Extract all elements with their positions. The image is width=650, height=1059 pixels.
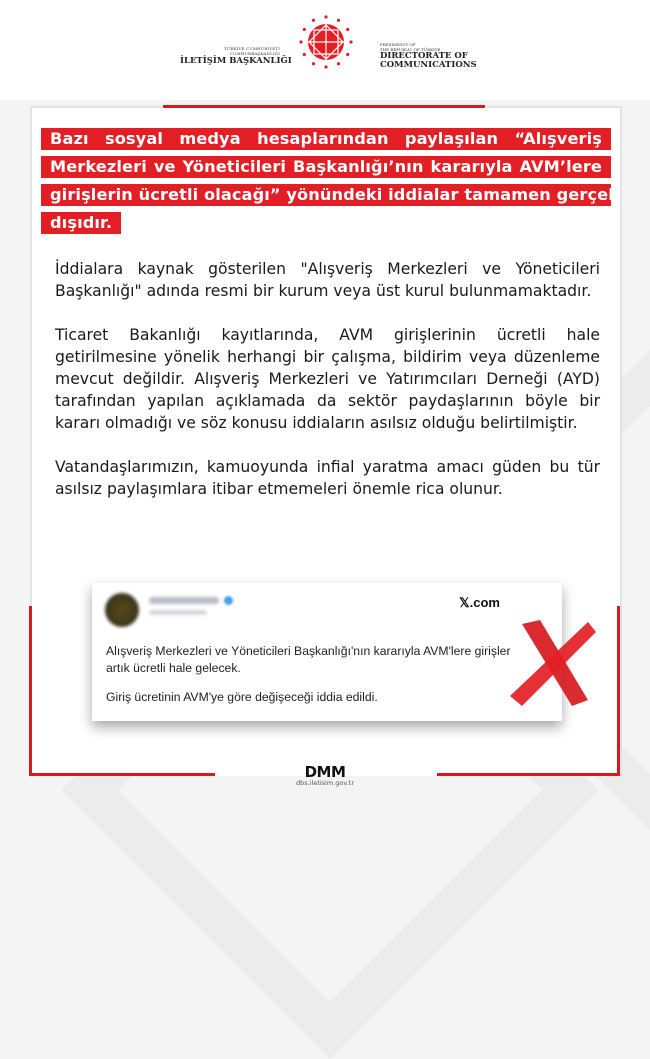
footer-url: dbs.iletisim.gov.tr bbox=[296, 779, 354, 787]
tweet-text bbox=[106, 643, 526, 718]
headline-line: Bazı sosyal medya hesaplarından paylaşılan “Alışveriş bbox=[41, 128, 611, 150]
avatar bbox=[105, 593, 139, 627]
tweet-screenshot bbox=[92, 583, 562, 721]
divider bbox=[163, 105, 485, 108]
logo-subtitle: PRESIDENCY OF bbox=[380, 42, 416, 47]
paragraph: Vatandaşlarımızın, kamuoyunda infial yaratma amacı güden bu tür asılsız paylaşımlara itibar etmemeleri önemle rica olunur. bbox=[55, 458, 600, 498]
tweet-paragraph: Alışveriş Merkezleri ve Yöneticileri Başkanlığı'nın kararıyla AVM'lere girişler artık ücretli hale gelecek. bbox=[106, 644, 511, 675]
logo-title: DIRECTORATE OF bbox=[380, 51, 468, 61]
verified-icon bbox=[224, 596, 233, 605]
red-x-mark-icon bbox=[500, 612, 600, 712]
directorate-logo-text bbox=[380, 42, 477, 70]
divider bbox=[29, 606, 32, 776]
headline-line: girişlerin ücretli olacağı” yönündeki iddialar tamamen gerçek bbox=[41, 184, 611, 206]
logo-subtitle: TÜRKİYE CUMHURİYETİ CUMHURBAŞKANLIĞI bbox=[223, 46, 280, 56]
footer bbox=[285, 765, 365, 787]
iletisim-logo-text bbox=[180, 46, 292, 66]
logo-subtitle: THE REPUBLIC OF TÜRKİYE bbox=[380, 47, 441, 52]
body-text bbox=[55, 258, 600, 522]
blurred-username bbox=[149, 597, 219, 604]
presidency-emblem-icon bbox=[296, 12, 356, 72]
tweet-paragraph: Giriş ücretinin AVM'ye göre değişeceği iddia edildi. bbox=[106, 690, 378, 704]
logo-title: COMMUNICATIONS bbox=[380, 60, 477, 70]
x-com-label: 𝕏.com bbox=[459, 595, 500, 610]
divider bbox=[29, 773, 215, 776]
divider bbox=[617, 606, 620, 776]
dmm-logo: DMM bbox=[304, 763, 346, 781]
blurred-handle bbox=[149, 610, 207, 615]
logo-title: İLETİŞİM BAŞKANLIĞI bbox=[180, 56, 292, 66]
paragraph: Ticaret Bakanlığı kayıtlarında, AVM girişlerinin ücretli hale getirilmesine yönelik herhangi bir çalışma, bildirim veya düzenleme mevcut değildir. Alışveriş Merkezleri ve Yatırımcıları Derneği (AYD) tarafından yapılan açıklamada da sektör paydaşlarının böyle bir kararı olmadığı ve söz konusu iddiaların asılsız olduğu belirtilmiştir. bbox=[55, 326, 600, 432]
headline-line: Merkezleri ve Yöneticileri Başkanlığı’nın kararıyla AVM’lere bbox=[41, 156, 611, 178]
headline-line: dışıdır. bbox=[41, 212, 121, 234]
paragraph: İddialara kaynak gösterilen "Alışveriş Merkezleri ve Yöneticileri Başkanlığı" adında resmi bir kurum veya üst kurul bulunmamaktadır. bbox=[55, 260, 600, 300]
divider bbox=[437, 773, 620, 776]
headline bbox=[41, 128, 620, 240]
header bbox=[0, 0, 650, 100]
